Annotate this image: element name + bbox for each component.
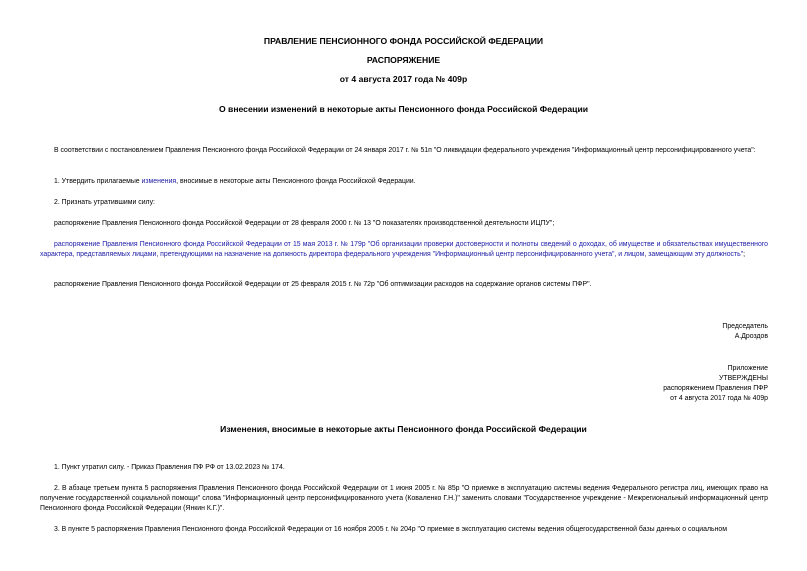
item-1-paragraph: [40, 177, 768, 187]
item-1-text-pre: 1. Утвердить прилагаемые: [54, 178, 142, 185]
changes-title: Изменения, вносимые в некоторые акты Пенсионного фонда Российской Федерации: [220, 424, 587, 434]
item-1-text-post: , вносимые в некоторые акты Пенсионного фонда Российской Федерации.: [176, 178, 416, 185]
signature-name: А.Дроздов: [734, 333, 768, 340]
doc-date-number: от 4 августа 2017 года № 409р: [339, 74, 468, 84]
preamble-paragraph: В соответствии с постановлением Правления Пенсионного фонда Российской Федерации от 24 января 2017 г. № 51п "О ликвидации федерального учреждения "Информационный центр персонифицированного учета":: [54, 147, 756, 154]
change-item-2: 2. В абзаце третьем пункта 5 распоряжения Правления Пенсионного фонда Российской Федерации от 1 июня 2005 г. № 85р "О приемке в эксплуатацию системы ведения Федерального регистра лиц, имеющих право на получение государственной социальной помощи" слова "Информационный центр персонифицированного учета (Коваленко Г.Н.)" заменить словами "Государственное учреждение - Межрегиональный информационный центр Пенсионного фонда Российской Федерации (Янкин К.Г.)".: [40, 485, 768, 512]
signature-position: Председатель: [722, 323, 768, 330]
appendix-block: [663, 364, 768, 404]
repeal-2-end: ;: [743, 251, 746, 258]
item-2-paragraph: 2. Признать утратившими силу:: [54, 199, 155, 206]
repeal-2-link[interactable]: распоряжение Правления Пенсионного фонда Российской Федерации от 15 мая 2013 г. № 179р "Об организации проверки достоверности и полноты сведений о доходах, об имуществе и обязательствах имущественного характера, представляемых лицами, претендующими на назначение на должность директора федерального учреждения "Информационный центр персонифицированного учета", и лицом, замещающим эту должность": [40, 241, 768, 258]
repeal-1-paragraph: распоряжение Правления Пенсионного фонда Российской Федерации от 28 февраля 2000 г. № 13 "О показателях производственной деятельности ИЦПУ";: [54, 220, 555, 227]
signature-block: [722, 322, 768, 342]
appendix-approved: УТВЕРЖДЕНЫ: [719, 375, 768, 382]
appendix-label: Приложение: [727, 365, 768, 372]
repeal-3-paragraph: распоряжение Правления Пенсионного фонда Российской Федерации от 25 февраля 2015 г. № 72р "Об оптимизации расходов на содержание органов системы ПФР".: [54, 281, 592, 288]
changes-link[interactable]: изменения: [141, 178, 177, 185]
doc-type: РАСПОРЯЖЕНИЕ: [366, 55, 441, 65]
repeal-2-paragraph: [40, 240, 768, 260]
change-item-3: 3. В пункте 5 распоряжения Правления Пенсионного фонда Российской Федерации от 16 ноября 2005 г. № 204р "О приемке в эксплуатацию системы ведения общегосударственной базы данных о социальном: [54, 526, 727, 533]
org-header: ПРАВЛЕНИЕ ПЕНСИОННОГО ФОНДА РОССИЙСКОЙ ФЕДЕРАЦИИ: [263, 36, 544, 46]
change-item-1: 1. Пункт утратил силу. - Приказ Правления ПФ РФ от 13.02.2023 № 174.: [54, 464, 285, 471]
doc-title: О внесении изменений в некоторые акты Пенсионного фонда Российской Федерации: [218, 104, 589, 114]
appendix-date: от 4 августа 2017 года № 409р: [670, 395, 768, 402]
appendix-by: распоряжением Правления ПФР: [663, 385, 768, 392]
